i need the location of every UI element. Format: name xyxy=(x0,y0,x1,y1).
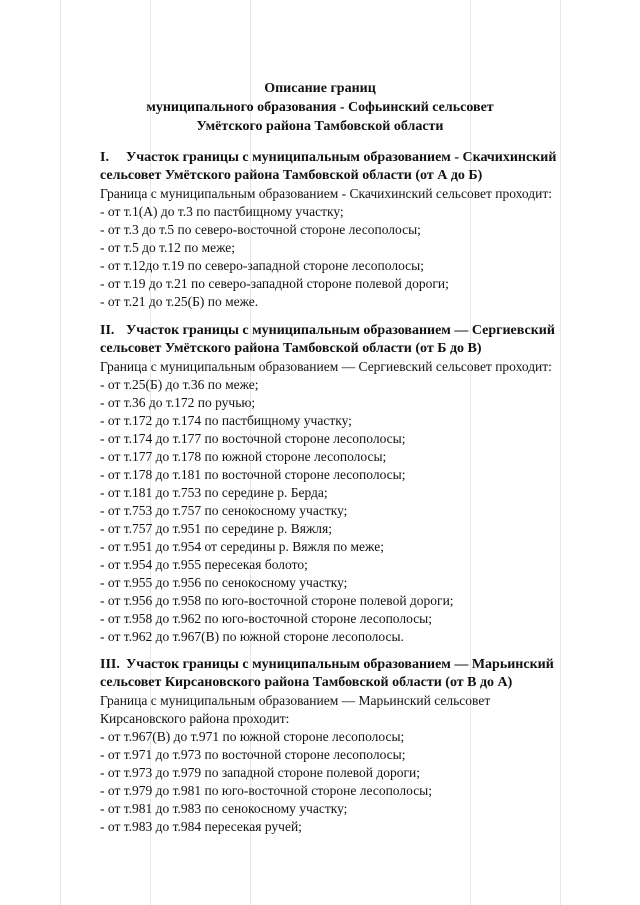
boundary-item: - от т.19 до т.21 по северо-западной стороне полевой дороги; xyxy=(100,276,449,291)
section-2-heading xyxy=(100,322,605,340)
boundary-item: - от т.172 до т.174 по пастбищному участку; xyxy=(100,413,352,428)
doc-title-line3: Умётского района Тамбовской области xyxy=(196,119,444,134)
boundary-item: - от т.36 до т.172 по ручью; xyxy=(100,395,256,410)
section-intro-cont: Кирсановского района проходит: xyxy=(100,711,290,726)
boundary-item: - от т.981 до т.983 по сенокосному участку; xyxy=(100,801,348,816)
section-heading-text: Участок границы с муниципальным образованием — Марьинский xyxy=(126,657,554,672)
boundary-item: - от т.962 до т.967(В) по южной стороне лесополосы. xyxy=(100,629,404,644)
boundary-item: - от т.181 до т.753 по середине р. Берда; xyxy=(100,485,328,500)
section-intro: Граница с муниципальным образованием — Сергиевский сельсовет проходит: xyxy=(100,359,552,374)
section-2-heading-cont: сельсовет Умётского района Тамбовской области (от Б до В) xyxy=(100,341,482,356)
section-number: I. xyxy=(100,150,109,165)
section-intro: Граница с муниципальным образованием - Скачихинский сельсовет проходит: xyxy=(100,186,552,201)
section-number: II. xyxy=(100,323,115,338)
doc-title-line2: муниципального образования - Софьинский сельсовет xyxy=(146,100,494,115)
boundary-item: - от т.753 до т.757 по сенокосному участку; xyxy=(100,503,348,518)
section-heading-text: Участок границы с муниципальным образованием — Сергиевский xyxy=(126,323,555,338)
boundary-item: - от т.1(А) до т.3 по пастбищному участку; xyxy=(100,204,344,219)
boundary-item: - от т.174 до т.177 по восточной стороне лесополосы; xyxy=(100,431,406,446)
boundary-item: - от т.12до т.19 по северо-западной стороне лесополосы; xyxy=(100,258,424,273)
section-number: III. xyxy=(100,657,120,672)
boundary-item: - от т.973 до т.979 по западной стороне полевой дороги; xyxy=(100,765,420,780)
boundary-item: - от т.983 до т.984 пересекая ручей; xyxy=(100,819,302,834)
boundary-item: - от т.177 до т.178 по южной стороне лесополосы; xyxy=(100,449,387,464)
boundary-item: - от т.3 до т.5 по северо-восточной стороне лесополосы; xyxy=(100,222,421,237)
boundary-item: - от т.967(В) до т.971 по южной стороне лесополосы; xyxy=(100,729,405,744)
boundary-item: - от т.979 до т.981 по юго-восточной стороне лесополосы; xyxy=(100,783,433,798)
section-heading-text: Участок границы с муниципальным образованием - Скачихинский xyxy=(126,150,557,165)
section-3-heading-cont: сельсовет Кирсановского района Тамбовской области (от В до А) xyxy=(100,675,513,690)
boundary-item: - от т.25(Б) до т.36 по меже; xyxy=(100,377,259,392)
boundary-item: - от т.958 до т.962 по юго-восточной стороне лесополосы; xyxy=(100,611,433,626)
boundary-item: - от т.757 до т.951 по середине р. Вяжля; xyxy=(100,521,332,536)
boundary-item: - от т.178 до т.181 по восточной стороне лесополосы; xyxy=(100,467,406,482)
boundary-item: - от т.21 до т.25(Б) по меже. xyxy=(100,294,259,309)
boundary-item: - от т.951 до т.954 от середины р. Вяжля по меже; xyxy=(100,539,384,554)
boundary-item: - от т.955 до т.956 по сенокосному участку; xyxy=(100,575,348,590)
section-1-heading xyxy=(100,149,605,167)
section-1-heading-cont: сельсовет Умётского района Тамбовской области (от А до Б) xyxy=(100,168,483,183)
boundary-item: - от т.971 до т.973 по восточной стороне лесополосы; xyxy=(100,747,406,762)
boundary-item: - от т.5 до т.12 по меже; xyxy=(100,240,236,255)
doc-title-line1: Описание границ xyxy=(264,81,376,96)
section-3-heading xyxy=(100,656,605,674)
section-intro: Граница с муниципальным образованием — Марьинский сельсовет xyxy=(100,693,491,708)
boundary-item: - от т.956 до т.958 по юго-восточной стороне полевой дороги; xyxy=(100,593,454,608)
boundary-item: - от т.954 до т.955 пересекая болото; xyxy=(100,557,308,572)
